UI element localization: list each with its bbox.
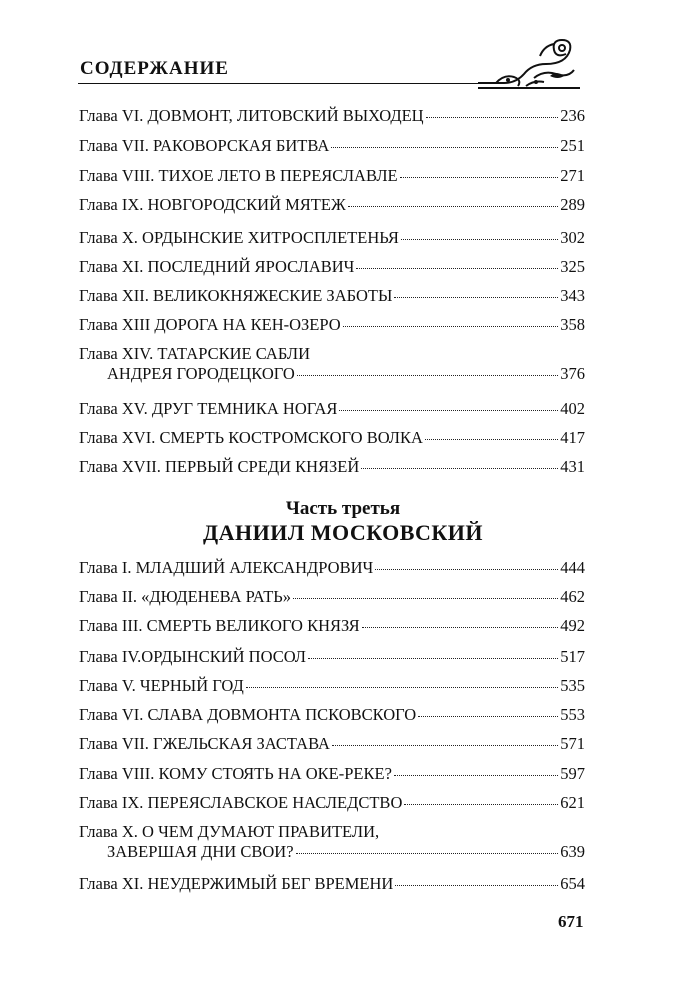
toc-entry (79, 166, 585, 186)
toc-entry-title: Глава XVI. СМЕРТЬ КОСТРОМСКОГО ВОЛКА (79, 428, 423, 447)
toc-entry (79, 734, 585, 754)
toc-entry-page: 236 (560, 106, 585, 125)
toc-entry (79, 257, 585, 277)
toc-entry-page: 597 (560, 764, 585, 783)
toc-entry-page: 517 (560, 647, 585, 666)
header-rule (78, 83, 498, 84)
toc-entry-title: Глава VIII. КОМУ СТОЯТЬ НА ОКЕ-РЕКЕ? (79, 764, 392, 783)
toc-entry (79, 647, 585, 667)
toc-entry-title: Глава X. О ЧЕМ ДУМАЮТ ПРАВИТЕЛИ, (79, 822, 380, 841)
toc-entry-title-continued: АНДРЕЯ ГОРОДЕЦКОГО (107, 364, 295, 383)
toc-entry-title: Глава IV.ОРДЫНСКИЙ ПОСОЛ (79, 647, 306, 666)
toc-entry-page: 302 (560, 228, 585, 247)
toc-entry-title: Глава VI. СЛАВА ДОВМОНТА ПСКОВСКОГО (79, 705, 417, 724)
toc-entry-page: 462 (560, 587, 585, 606)
toc-entry (79, 587, 585, 607)
toc-entry-title: Глава XII. ВЕЛИКОКНЯЖЕСКИЕ ЗАБОТЫ (79, 286, 393, 305)
toc-entry-title: Глава VII. ГЖЕЛЬСКАЯ ЗАСТАВА (79, 734, 330, 753)
toc-entry-page: 358 (560, 315, 585, 334)
toc-entry (79, 136, 585, 156)
toc-entry-page: 402 (560, 399, 585, 418)
toc-entry-title: Глава XIII ДОРОГА НА КЕН-ОЗЕРО (79, 315, 341, 334)
toc-entry-title: Глава III. СМЕРТЬ ВЕЛИКОГО КНЯЗЯ (79, 616, 360, 635)
toc-entry-title: Глава XV. ДРУГ ТЕМНИКА НОГАЯ (79, 399, 338, 418)
toc-entry-title: Глава XVII. ПЕРВЫЙ СРЕДИ КНЯЗЕЙ (79, 457, 360, 476)
toc-entry-title: Глава VIII. ТИХОЕ ЛЕТО В ПЕРЕЯСЛАВЛЕ (79, 166, 398, 185)
toc-entry-page: 571 (560, 734, 585, 753)
toc-entry (79, 705, 585, 725)
part-title: ДАНИИЛ МОСКОВСКИЙ (202, 520, 484, 545)
toc-entry-page: 444 (560, 558, 585, 577)
toc-entry-page: 621 (560, 793, 585, 812)
toc-entry (79, 616, 585, 636)
toc-entry (79, 228, 585, 248)
toc-entry-page: 325 (560, 257, 585, 276)
toc-entry (79, 344, 585, 384)
toc-entry-page: 431 (560, 457, 585, 476)
toc-entry-title: Глава XIV. ТАТАРСКИЕ САБЛИ (79, 344, 310, 363)
toc-entry-title: Глава XI. НЕУДЕРЖИМЫЙ БЕГ ВРЕМЕНИ (79, 874, 394, 893)
toc-entry (79, 195, 585, 215)
toc-entry-title: Глава II. «ДЮДЕНЕВА РАТЬ» (79, 587, 292, 606)
toc-entry (79, 676, 585, 696)
toc-entry-title: Глава X. ОРДЫНСКИЕ ХИТРОСПЛЕТЕНЬЯ (79, 228, 399, 247)
toc-entry-page: 639 (560, 842, 585, 861)
toc-entry (79, 764, 585, 784)
toc-entry-title: Глава IX. НОВГОРОДСКИЙ МЯТЕЖ (79, 195, 346, 214)
toc-entry-page: 271 (560, 166, 585, 185)
toc-entry (79, 558, 585, 578)
toc-entry-title: Глава IX. ПЕРЕЯСЛАВСКОЕ НАСЛЕДСТВО (79, 793, 403, 812)
toc-entry-title: Глава V. ЧЕРНЫЙ ГОД (79, 676, 244, 695)
toc-entry (79, 793, 585, 813)
toc-entry (79, 822, 585, 862)
toc-entry-page: 553 (560, 705, 585, 724)
toc-entry-page: 535 (560, 676, 585, 695)
toc-entry-page: 289 (560, 195, 585, 214)
toc-entry (79, 399, 585, 419)
toc-entry (79, 874, 585, 894)
toc-entry-page: 417 (560, 428, 585, 447)
toc-entry (79, 106, 585, 126)
toc-entry-page: 492 (560, 616, 585, 635)
toc-entry-title-continued: ЗАВЕРШАЯ ДНИ СВОИ? (107, 842, 294, 861)
toc-entry (79, 315, 585, 335)
toc-entry-title: Глава XI. ПОСЛЕДНИЙ ЯРОСЛАВИЧ (79, 257, 355, 276)
toc-entry-page: 343 (560, 286, 585, 305)
toc-entry (79, 286, 585, 306)
ornament-icon (474, 36, 584, 92)
toc-entry (79, 457, 585, 477)
toc-entry-title: Глава VII. РАКОВОРСКАЯ БИТВА (79, 136, 330, 155)
toc-entry-page: 654 (560, 874, 585, 893)
toc-entry-page: 376 (560, 364, 585, 383)
page-number: 671 (558, 912, 584, 931)
toc-entry-title: Глава VI. ДОВМОНТ, ЛИТОВСКИЙ ВЫХОДЕЦ (79, 106, 424, 125)
page-header-title: СОДЕРЖАНИЕ (80, 58, 229, 79)
toc-entry-title: Глава I. МЛАДШИЙ АЛЕКСАНДРОВИЧ (79, 558, 374, 577)
part-label: Часть третья (285, 498, 401, 519)
toc-entry (79, 428, 585, 448)
toc-entry-page: 251 (560, 136, 585, 155)
